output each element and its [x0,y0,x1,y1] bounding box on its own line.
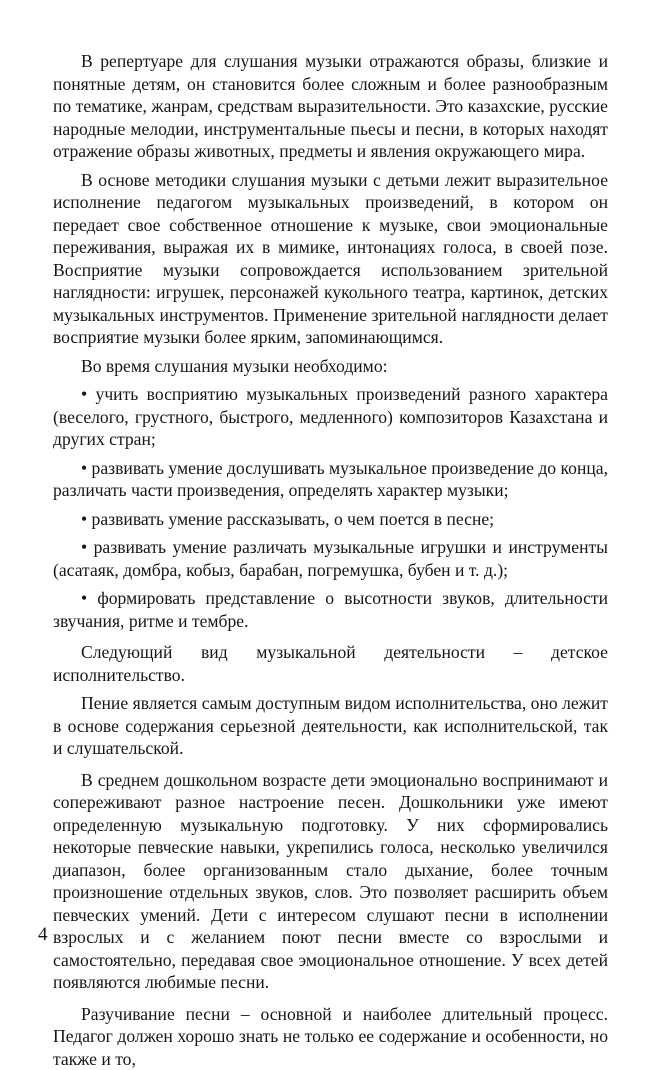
list-item: • развивать умение дослушивать музыкальное произведение до конца, различать части произведения, определять характер музыки; [53,457,608,502]
paragraph-next-activity: Следующий вид музыкальной деятельности – детское исполнительство. [53,641,608,686]
list-item: • учить восприятию музыкальных произведений разного характера (веселого, грустного, быстрого, медленного) композиторов Казахстана и других стран; [53,383,608,451]
paragraph-list-intro: Во время слушания музыки необходимо: [53,355,608,378]
paragraph-singing: Пение является самым доступным видом исполнительства, оно лежит в основе содержания серьезной деятельности, как исполнительской, так и слушательской. [53,692,608,760]
page-body [53,50,608,1070]
list-item: • развивать умение различать музыкальные игрушки и инструменты (асатаяк, домбра, кобыз, барабан, погремушка, бубен и т. д.); [53,536,608,581]
paragraph-methodology: В основе методики слушания музыки с детьми лежит выразительное исполнение педагогом музыкальных произведений, в котором он передает свое собственное отношение к музыке, свои эмоциональные переживания, выражая их в мимике, интонациях голоса, в своей позе. Восприятие музыки сопровождается использованием зрительной наглядности: игрушек, персонажей кукольного театра, картинок, детских музыкальных инструментов. Применение зрительной наглядности делает восприятие музыки более ярким, запоминающимся. [53,169,608,349]
list-item: • развивать умение рассказывать, о чем поется в песне; [53,508,608,531]
paragraph-repertoire: В репертуаре для слушания музыки отражаются образы, близкие и понятные детям, он становится более сложным и более разнообразным по тематике, жанрам, средствам выразительности. Это казахские, русские народные мелодии, инструментальные пьесы и песни, в которых находят отражение образы животных, предметы и явления окружающего мира. [53,50,608,163]
paragraph-learning-song: Разучивание песни – основной и наиболее длительный процесс. Педагог должен хорошо знать не только ее содержание и особенности, но также и то, [53,1003,608,1070]
list-item: • формировать представление о высотности звуков, длительности звучания, ритме и тембре. [53,587,608,632]
page-number: 4 [38,924,48,946]
paragraph-middle-age: В среднем дошкольном возрасте дети эмоционально воспринимают и сопереживают разное настроение песен. Дошкольники уже имеют определенную музыкальную подготовку. У них сформировались некоторые певческие навыки, укрепились голоса, несколько увеличился диапазон, более организованным стало дыхание, более точным произношение отдельных звуков, слов. Это позволяет расширить объем певческих умений. Дети с интересом слушают песни в исполнении взрослых и с желанием поют песни вместе со взрослыми и самостоятельно, передавая свое эмоциональное отношение. У всех детей появляются любимые песни. [53,769,608,994]
